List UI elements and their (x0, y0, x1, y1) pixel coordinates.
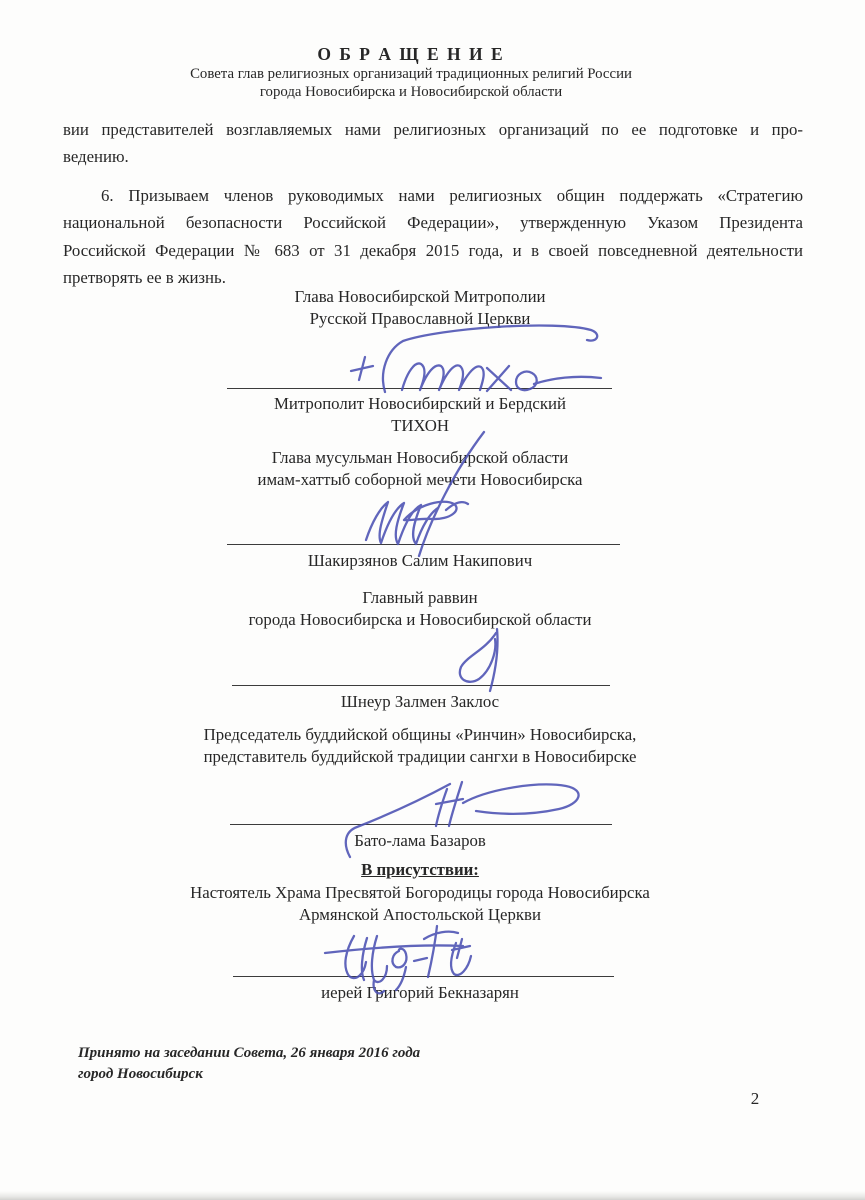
signatory-name-rabbi: Шнеур Залмен Заклос (340, 692, 500, 711)
signatory-title-buddhist-1: Председатель буддийской общины «Ринчин» Новосибирска, (203, 725, 637, 744)
witness-title-armenian-1: Настоятель Храма Пресвятой Богородицы города Новосибирска (190, 883, 650, 902)
presence-heading-label: В присутствии: (361, 860, 479, 879)
signature-line (227, 544, 620, 545)
signatory-name-muslim: Шакирзянов Салим Накипович (307, 551, 533, 570)
paragraph-line: вии представителей возглавляемых нами религиозных организаций по ее подготовке и про- (63, 120, 803, 139)
document-title: О Б Р А Щ Е Н И Е (317, 44, 505, 64)
witness-name-armenian: иерей Григорий Бекназарян (321, 983, 519, 1002)
signatory-title-orthodox-2: Русской Православной Церкви (309, 309, 531, 328)
witness-title-armenian-2: Армянской Апостольской Церкви (299, 905, 541, 924)
paragraph-line: претворять ее в жизнь. (63, 267, 226, 287)
signature-line (227, 388, 612, 389)
paragraph-line: ведению. (63, 147, 129, 167)
paragraph-continuation (63, 116, 803, 171)
paragraph-line: Российской Федерации № 683 от 31 декабря 2015 года, и в своей повседневной деятельности (63, 240, 803, 260)
signatory-name-orthodox-2: ТИХОН (391, 416, 449, 435)
scan-edge-shadow (0, 1191, 865, 1200)
paragraph-line: 6. Призываем членов руководимых нами религиозных общин поддержать «Стратегию (101, 186, 803, 205)
page-number: 2 (750, 1089, 760, 1108)
document-subtitle-city: города Новосибирска и Новосибирской области (259, 84, 563, 100)
signature-shneur-ink (460, 629, 498, 691)
adoption-note-line-2: город Новосибирск (78, 1066, 203, 1082)
signature-line (230, 824, 612, 825)
signatory-title-muslim-2: имам-хаттыб соборной мечети Новосибирска (257, 470, 583, 489)
paragraph-item-6 (63, 182, 803, 291)
signatory-name-orthodox-1: Митрополит Новосибирский и Бердский (273, 394, 566, 413)
document-subtitle-council: Совета глав религиозных организаций традиционных религий России (190, 66, 632, 82)
signatory-title-rabbi-1: Главный раввин (362, 588, 478, 607)
adoption-note-line-1: Принято на заседании Совета, 26 января 2016 года (78, 1045, 421, 1061)
signatory-title-buddhist-2: представитель буддийской традиции сангхи в Новосибирске (203, 747, 637, 766)
signatory-title-rabbi-2: города Новосибирска и Новосибирской области (248, 610, 592, 629)
adoption-note (78, 1043, 578, 1085)
paragraph-line: национальной безопасности Российской Федерации», утвержденную Указом Президента (63, 213, 803, 233)
signature-line (233, 976, 614, 977)
presence-heading (0, 860, 840, 880)
signature-line (232, 685, 610, 686)
signatory-title-orthodox-1: Глава Новосибирской Митрополии (294, 287, 546, 306)
signatory-name-buddhist: Бато-лама Базаров (354, 831, 486, 850)
signatory-title-muslim-1: Глава мусульман Новосибирской области (271, 448, 569, 467)
signature-tikhon-ink (351, 326, 601, 392)
